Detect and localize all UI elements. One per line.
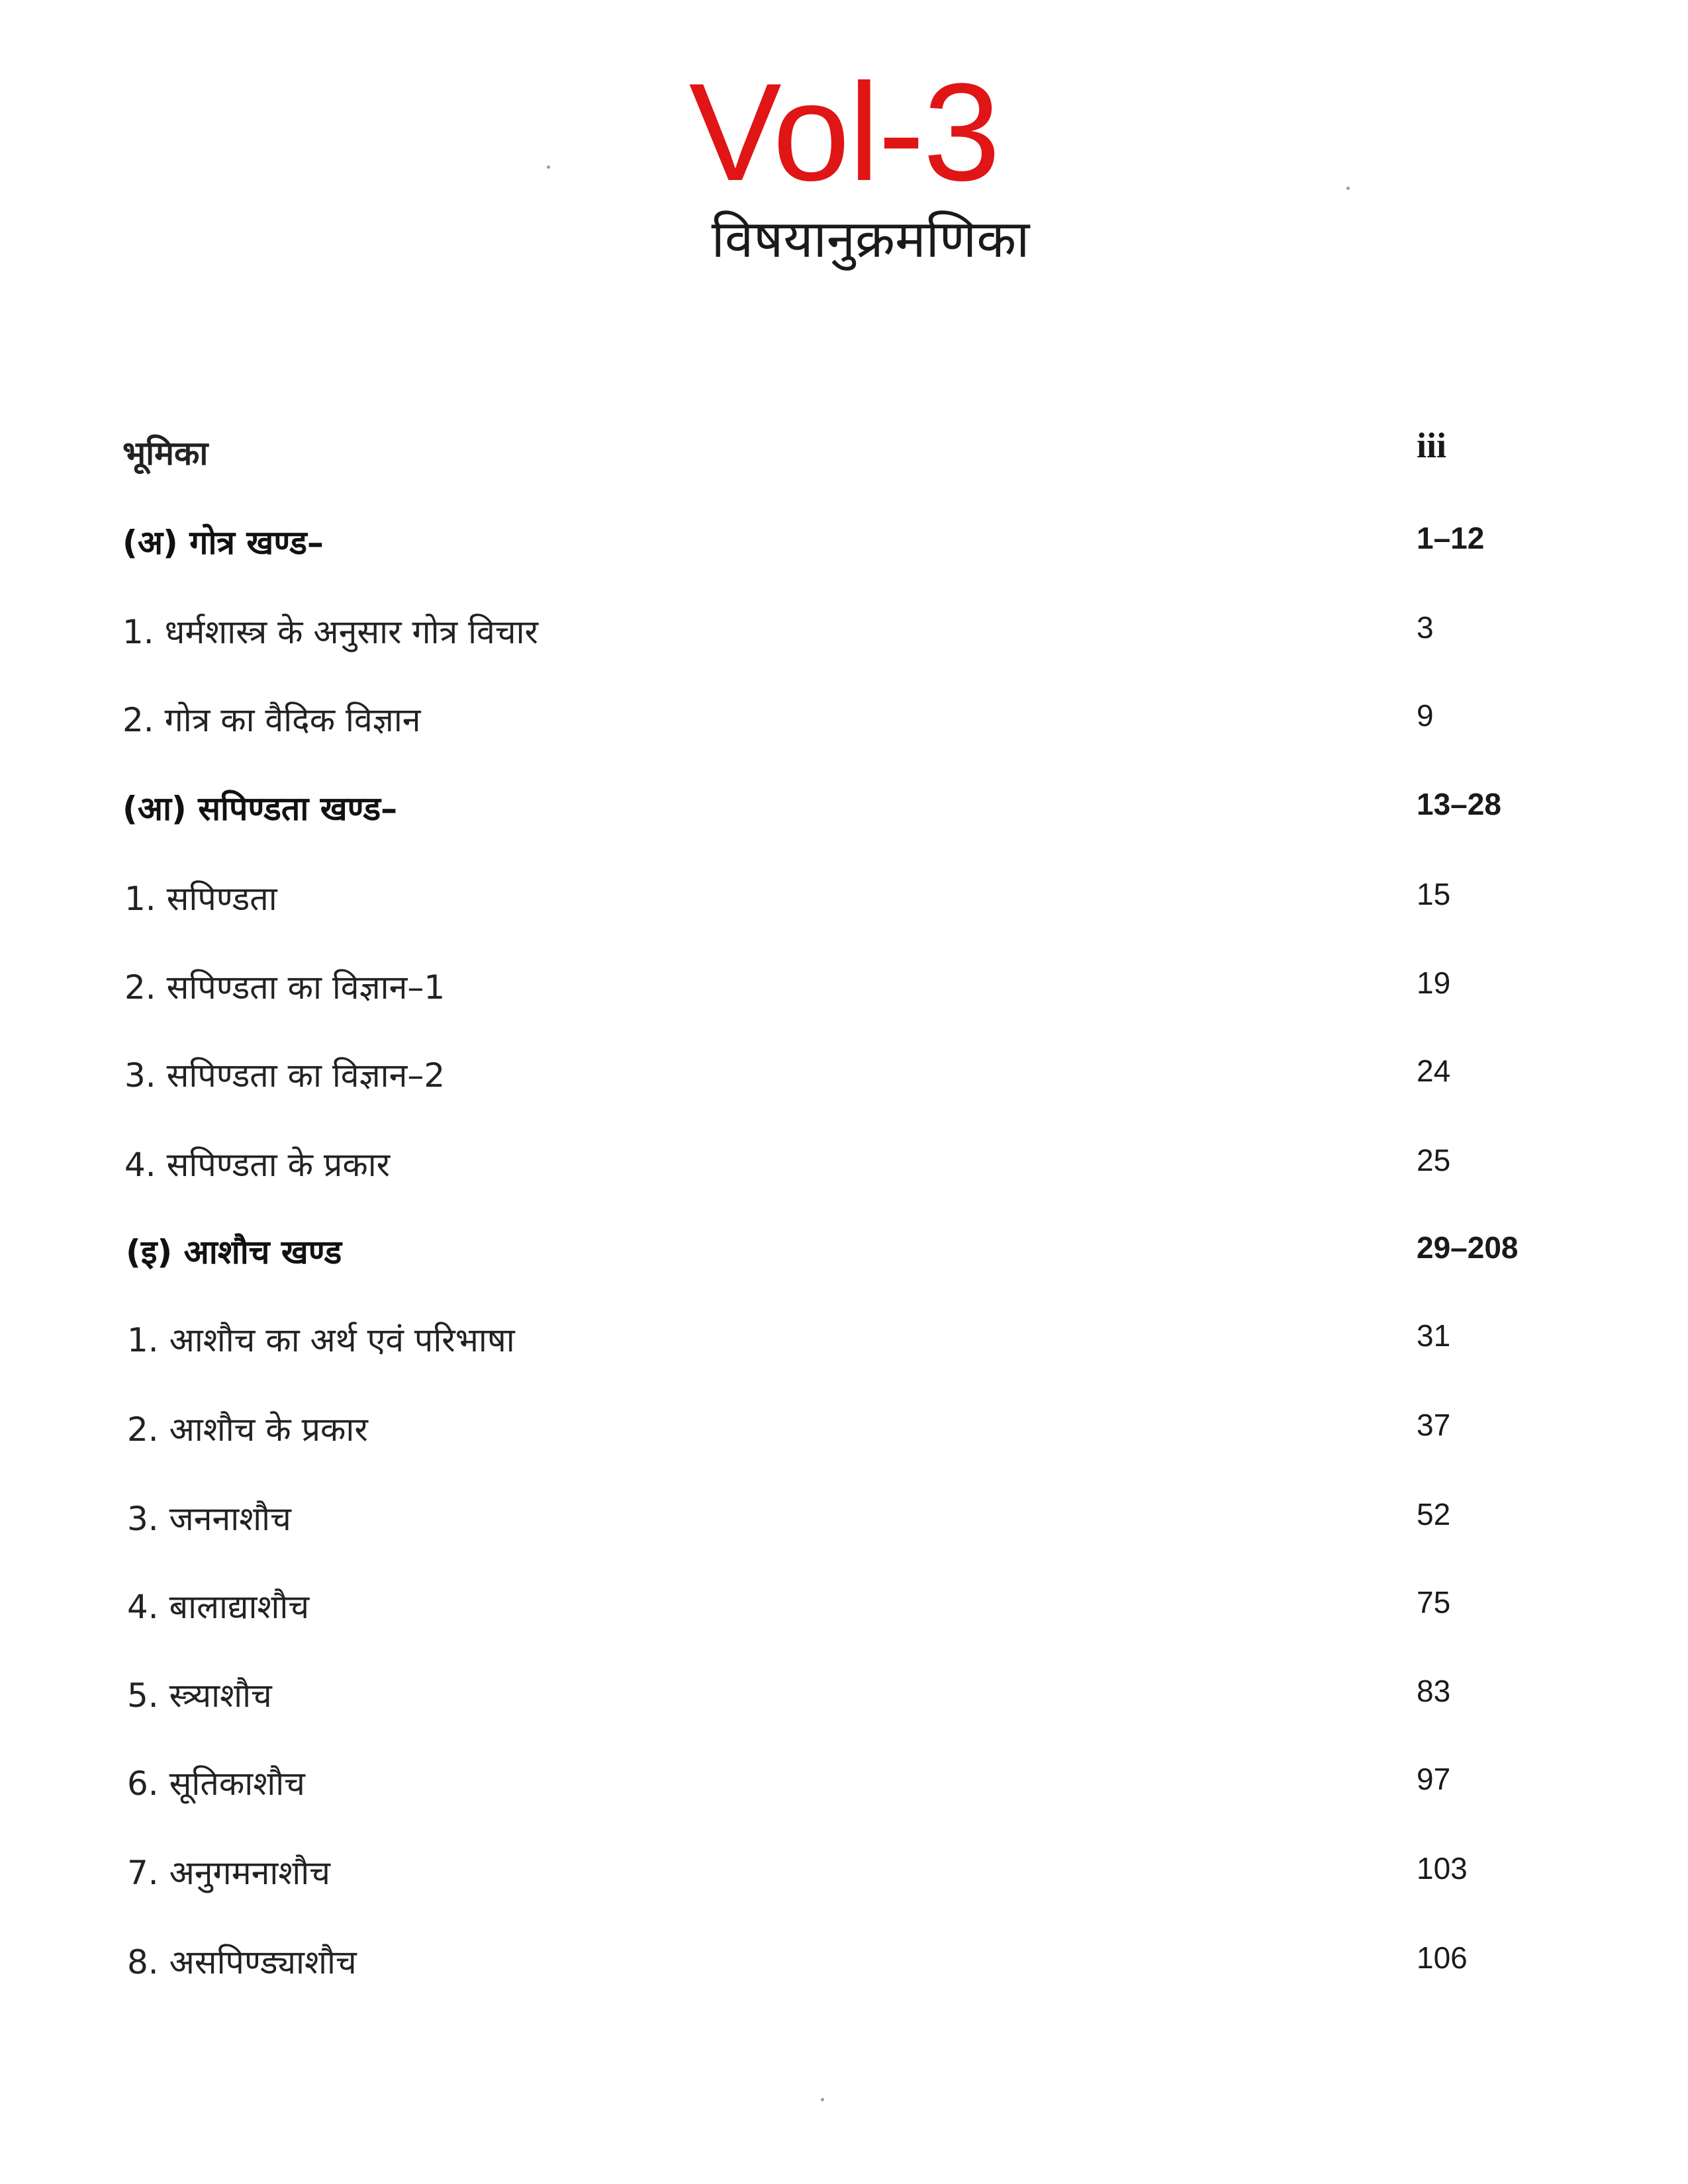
toc-entry[interactable] xyxy=(0,1676,1688,1742)
toc-entry-page: 75 xyxy=(1417,1585,1451,1619)
toc-entry-label: 6. सूतिकाशौच xyxy=(127,1764,305,1803)
toc-entry-label: (आ) सपिण्डता खण्ड– xyxy=(122,790,398,828)
toc-entry-page: 9 xyxy=(1417,698,1434,733)
toc-entry[interactable] xyxy=(0,1853,1688,1919)
toc-entry-page: 52 xyxy=(1417,1497,1451,1531)
contents-title: विषयानुक्रमणिका xyxy=(711,210,1030,269)
toc-entry-label: 1. आशौच का अर्थ एवं परिभाषा xyxy=(127,1321,515,1359)
toc-entry-label: 3. जननाशौच xyxy=(127,1500,291,1538)
toc-entry-label: 7. अनुगमनाशौच xyxy=(127,1854,330,1892)
toc-entry-label: 2. सपिण्डता का विज्ञान–1 xyxy=(124,968,445,1007)
toc-entry-page: 103 xyxy=(1417,1851,1468,1886)
toc-entry-page: 19 xyxy=(1417,966,1451,1000)
toc-entry-page: 1–12 xyxy=(1417,521,1485,555)
toc-entry[interactable] xyxy=(0,1056,1688,1122)
toc-entry-page: 31 xyxy=(1417,1318,1451,1353)
toc-entry[interactable] xyxy=(0,1320,1688,1387)
toc-entry-page: 25 xyxy=(1417,1143,1451,1177)
toc-entry[interactable] xyxy=(0,879,1688,945)
toc-entry-label: 1. धर्मशास्त्र के अनुसार गोत्र विचार xyxy=(122,613,538,651)
toc-entry[interactable] xyxy=(0,700,1688,766)
toc-entry-label: 4. सपिण्डता के प्रकार xyxy=(124,1146,391,1184)
toc-entry[interactable] xyxy=(0,612,1688,678)
toc-entry-label: 4. बालाद्याशौच xyxy=(127,1588,310,1626)
toc-entry-label: 2. आशौच के प्रकार xyxy=(127,1410,368,1449)
toc-entry-page: 83 xyxy=(1417,1674,1451,1708)
toc-entry-page: 24 xyxy=(1417,1054,1451,1088)
toc-entry-label: 2. गोत्र का वैदिक विज्ञान xyxy=(122,701,421,739)
toc-entry[interactable] xyxy=(0,1587,1688,1653)
toc-entry[interactable] xyxy=(0,968,1688,1034)
toc-entry-page: 29–208 xyxy=(1417,1230,1519,1265)
toc-entry-page: 37 xyxy=(1417,1408,1451,1442)
toc-entry-page: 106 xyxy=(1417,1940,1468,1975)
toc-entry[interactable] xyxy=(0,1942,1688,2009)
toc-entry-label: 1. सपिण्डता xyxy=(124,880,277,918)
toc-entry-label: (अ) गोत्र खण्ड– xyxy=(122,523,324,562)
toc-entry[interactable] xyxy=(0,1410,1688,1476)
toc-section-sapindata[interactable] xyxy=(0,789,1688,855)
toc-entry[interactable] xyxy=(0,1764,1688,1830)
toc-entry-label: 8. असपिण्ड्याशौच xyxy=(127,1943,357,1981)
toc-entry-label: 5. स्त्र्याशौच xyxy=(127,1676,272,1715)
toc-section-ashauch[interactable] xyxy=(0,1232,1688,1298)
toc-entry-page: 13–28 xyxy=(1417,787,1501,821)
toc-entry-page: 97 xyxy=(1417,1762,1451,1796)
toc-entry-label: 3. सपिण्डता का विज्ञान–2 xyxy=(124,1056,445,1095)
toc-entry-intro[interactable] xyxy=(0,426,1688,500)
toc-entry[interactable] xyxy=(0,1499,1688,1565)
volume-heading: Vol-3 xyxy=(688,54,1000,210)
toc-entry[interactable] xyxy=(0,1145,1688,1211)
toc-entry-label: भूमिका xyxy=(122,434,209,473)
toc-section-gotra[interactable] xyxy=(0,523,1688,589)
toc-entry-page: 3 xyxy=(1417,610,1434,645)
toc-entry-page: iii xyxy=(1417,426,1447,465)
toc-entry-page: 15 xyxy=(1417,877,1451,911)
toc-entry-label: (इ) आशौच खण्ड xyxy=(126,1233,342,1271)
